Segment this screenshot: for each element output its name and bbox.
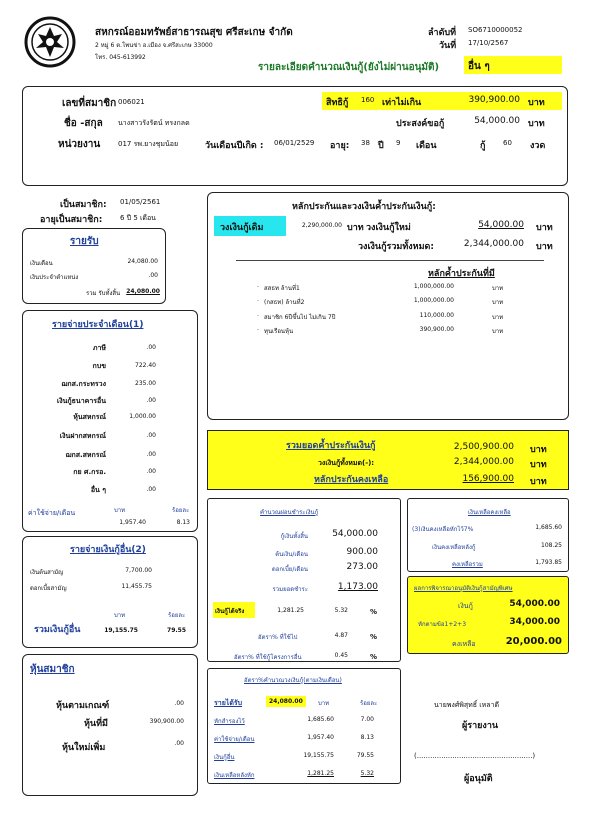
report-title: รายละเอียดคำนวณเงินกู้(ยังไม่ผ่านอนุมัติ) — [258, 62, 440, 73]
salary-baht-header: บาท — [318, 700, 330, 707]
installment-row-label: ดอกเบี้ย/เดือน — [271, 566, 308, 573]
approval-title: ผลการพิจารณาอนุมัติเงินกู้สามัญพิเศษ — [414, 585, 513, 592]
rate-other-pct-sign: % — [370, 653, 378, 661]
other-loan-baht-header: บาท — [114, 612, 126, 619]
rate-used-pct-sign: % — [370, 633, 378, 641]
salary-pct-row-value: 19,155.75 — [303, 752, 334, 759]
approval-deduct-value: 34,000.00 — [509, 617, 560, 627]
collateral-item-label: (กสธท) ล้านที่2 — [264, 299, 305, 306]
reporter-name: นายพงศ์พิสุทธิ์ เหลาดี — [434, 701, 500, 709]
income-row-value: 24,080.00 — [127, 258, 158, 265]
approval-left-label: คงเหลือ — [452, 640, 476, 648]
approval-loan-label: เงินกู้ — [458, 602, 473, 610]
tenure-label: อายุเป็นสมาชิก: — [40, 215, 103, 225]
shares-title: หุ้นสมาชิก — [30, 664, 75, 675]
salary-pct-row-pct: 7.00 — [360, 716, 374, 723]
guarantee-total-label: รวมยอดค้ำประกันเงินกู้ — [286, 441, 376, 451]
old-loan-value: 2,290,000.00 — [301, 222, 342, 229]
other-loan-row-label: ดอกเบี้ยสามัญ — [30, 585, 67, 592]
approval-left-value: 20,000.00 — [505, 636, 562, 647]
collateral-item-label: สมาชิก 6ปีขึ้นไป ไม่เกิน 7ปี — [264, 314, 336, 321]
org-address: 2 หมู่ 6 ต.โพนข่า อ.เมือง จ.ศรีสะเกษ 33000 — [95, 42, 213, 49]
all-loan-unit: บาท — [530, 460, 547, 470]
new-loan-label: วงเงินกู้ใหม่ — [366, 223, 411, 233]
monthly-expense-value: .00 — [146, 486, 156, 493]
member-name-label: ชื่อ -สกุล — [64, 118, 103, 129]
shares-row-value: .00 — [174, 740, 184, 747]
monthly-total-value: 1,957.40 — [119, 519, 146, 526]
purpose-unit: บาท — [528, 119, 545, 129]
bullet-icon: · — [257, 313, 259, 320]
age-years: 38 — [361, 139, 370, 147]
age-month-unit: เดือน — [416, 141, 437, 151]
purpose-value: 54,000.00 — [474, 116, 520, 126]
guarantee-total-value: 2,500,900.00 — [453, 442, 514, 452]
old-loan-unit: บาท — [347, 223, 364, 233]
monthly-expense-label: ฌกส.สหกรณ์ — [65, 451, 106, 459]
rate-other-label: อัตรา% ที่ใช้กู้โครงการอื่น — [234, 654, 302, 661]
real-loan-label: เงินกู้ได้จริง — [213, 602, 255, 618]
monthly-expense-value: .00 — [146, 468, 156, 475]
shares-row-label: หุ้นที่มี — [84, 719, 108, 729]
salary-pct-row-pct: 5.32 — [360, 770, 374, 777]
monthly-expense-value: .00 — [146, 344, 156, 351]
member-since-label: เป็นสมาชิก: — [60, 200, 107, 210]
monthly-expense-label: เงินกู้ธนาคารอื่น — [56, 397, 106, 405]
collateral-item-value: 110,000.00 — [419, 312, 454, 319]
salary-pct-row-label: ค่าใช้จ่าย/เดือน — [214, 736, 255, 743]
loan-max-label: เท่าไม่เกิน — [382, 98, 422, 108]
other-loan-title: รายจ่ายเงินกู้อื่น(2) — [70, 545, 146, 555]
collateral-item-value: 390,900.00 — [419, 326, 454, 333]
collateral-item-label: ทุนเรือนหุ้น — [264, 328, 294, 335]
shares-row-value: 390,900.00 — [149, 718, 184, 725]
salary-income-value: 24,080.00 — [266, 696, 306, 707]
org-name: สหกรณ์ออมทรัพย์สาธารณสุข ศรีสะเกษ จำกัด — [95, 27, 293, 38]
salary-pct-row-value: 1,957.40 — [307, 734, 334, 741]
purpose-label: ประสงค์ขอกู้ — [396, 119, 445, 129]
age-months: 9 — [396, 139, 401, 147]
loan-max-value: 390,900.00 — [468, 95, 520, 105]
installment-row-label: รวมยอดชำระ — [272, 586, 308, 593]
installment-row-value: 54,000.00 — [332, 529, 378, 539]
installment-row-value: 900.00 — [346, 547, 378, 557]
monthly-expense-label: ภาษี — [92, 344, 106, 352]
guarantee-divider — [236, 260, 544, 261]
total-loan-value: 2,344,000.00 — [463, 239, 524, 249]
real-loan-pct: 5.32 — [334, 607, 348, 614]
salary-pct-row-pct: 8.13 — [360, 734, 374, 741]
collateral-list-title: หลักค้ำประกันที่มี — [428, 269, 495, 279]
org-logo — [24, 16, 76, 68]
monthly-expense-label: อื่น ๆ — [90, 486, 106, 494]
bullet-icon: · — [257, 327, 259, 334]
shares-row-value: .00 — [174, 700, 184, 707]
salary-pct-row-label: เงินกู้อื่น — [214, 754, 235, 761]
collateral-item-value: 1,000,000.00 — [413, 297, 454, 304]
installment-row-label: ต้นเงิน/เดือน — [275, 551, 308, 558]
date-value: 17/10/2567 — [468, 39, 509, 47]
tenure-value: 6 ปี 5 เดือน — [120, 214, 156, 222]
collateral-remain-unit: บาท — [530, 477, 547, 487]
monthly-pct-header: ร้อยละ — [172, 507, 190, 514]
remaining-row-label: เงินคงเหลือหลังกู้ — [432, 544, 476, 551]
loan-right-highlight — [322, 92, 562, 110]
periods-unit: งวด — [530, 141, 546, 151]
monthly-total-pct: 8.13 — [176, 519, 190, 526]
monthly-expense-title: รายจ่ายประจำเดือน(1) — [52, 320, 144, 330]
bullet-icon: · — [257, 298, 259, 305]
new-loan-value: 54,000.00 — [478, 220, 524, 230]
total-loan-unit: บาท — [536, 242, 553, 252]
rate-other-value: 0.45 — [334, 652, 348, 659]
income-total-label: รวม รับทั้งสิ้น — [86, 290, 121, 297]
monthly-expense-label: กย ศ.กรอ. — [73, 468, 106, 476]
periods-value: 60 — [503, 139, 512, 147]
approval-loan-value: 54,000.00 — [509, 599, 560, 609]
monthly-expense-value: 235.00 — [135, 380, 156, 387]
approval-deduct-label: หักตามข้อ1+2+3 — [418, 621, 467, 628]
reporter-label: ผู้รายงาน — [462, 721, 499, 731]
all-loan-value: 2,344,000.00 — [453, 457, 514, 467]
remaining-row-value: 1,685.60 — [535, 524, 562, 531]
income-row-label: เงินเดือน — [30, 260, 53, 267]
seq-value: SO6710000052 — [468, 26, 523, 34]
monthly-expense-label: เงินฝากสหกรณ์ — [59, 432, 106, 440]
salary-pct-panel — [207, 668, 401, 784]
remaining-row-label: คงเหลือรวม — [452, 561, 483, 568]
shares-row-label: หุ้นใหม่เพิ่ม — [62, 743, 106, 753]
loan-right-num: 160 — [361, 96, 375, 104]
income-total-value: 24,080.00 — [126, 288, 160, 295]
shares-row-label: หุ้นตามเกณฑ์ — [56, 701, 110, 711]
collateral-item-value: 1,000,000.00 — [413, 283, 454, 290]
salary-pct-row-label: เงินเหลือหลังหัก — [214, 772, 255, 779]
salary-income-label: รายได้รับ — [214, 699, 243, 707]
member-id-label: เลขที่สมาชิก — [62, 98, 117, 109]
collateral-item-label: สสธท ล้านที่1 — [264, 285, 300, 292]
real-loan-value: 1,281.25 — [277, 607, 304, 614]
all-loan-label: วงเงินกู้ทั้งหมด(-): — [318, 459, 375, 467]
other-loan-total-label: รวมเงินกู้อื่น — [34, 625, 81, 635]
rate-used-value: 4.87 — [334, 632, 348, 639]
collateral-remain-label: หลักประกันคงเหลือ — [314, 475, 389, 485]
remaining-row-label: (3)เงินคงเหลือหักไว้7% — [412, 526, 474, 533]
birth-value: 06/01/2529 — [274, 139, 315, 147]
loan-max-unit: บาท — [528, 98, 545, 108]
collateral-item-unit: บาท — [492, 328, 504, 335]
member-id-value: 006021 — [118, 98, 145, 106]
remaining-row-value: 108.25 — [541, 542, 562, 549]
seq-label: ลำดับที่ — [428, 28, 457, 38]
other-loan-pct-header: ร้อยละ — [168, 612, 186, 619]
real-loan-pct-sign: % — [370, 608, 378, 616]
collateral-remain-value: 156,900.00 — [462, 474, 514, 484]
new-loan-unit: บาท — [536, 223, 553, 233]
monthly-expense-label: หุ้นสหกรณ์ — [73, 413, 106, 421]
salary-pct-row-value: 1,685.60 — [307, 716, 334, 723]
salary-pct-title: อัตรา%คำนวณวงเงินกู้(ตามเงินเดือน) — [244, 677, 342, 684]
monthly-expense-label: ฌกส.กระทรวง — [61, 380, 106, 388]
loan-type-badge: อื่น ๆ — [464, 56, 562, 74]
member-since-value: 01/05/2561 — [120, 198, 161, 206]
other-loan-total-pct: 79.55 — [167, 627, 186, 634]
salary-pct-header: ร้อยละ — [360, 700, 378, 707]
org-phone: โทร. 045-613992 — [95, 54, 146, 61]
collateral-item-unit: บาท — [492, 299, 504, 306]
installment-row-value: 273.00 — [346, 562, 378, 572]
collateral-item-unit: บาท — [492, 285, 504, 292]
other-loan-row-value: 7,700.00 — [125, 567, 152, 574]
member-unit-value: 017 รพ.ยางชุมน้อย — [118, 140, 179, 148]
bullet-icon: · — [257, 284, 259, 291]
rate-used-label: อัตรา% ที่ใช้ไป — [258, 634, 298, 641]
monthly-total-label: ค่าใช้จ่าย/เดือน — [28, 509, 76, 517]
monthly-expense-value: .00 — [146, 397, 156, 404]
income-row-value: .00 — [148, 272, 158, 279]
monthly-expense-value: 1,000.00 — [129, 413, 156, 420]
monthly-expense-value: .00 — [146, 432, 156, 439]
other-loan-total-value: 19,155.75 — [104, 627, 138, 634]
installment-row-label: กู้เงินทั้งสิ้น — [280, 533, 308, 540]
approver-signature-line: (....................................................) — [414, 752, 536, 760]
remaining-title: เงินเหลือคงเหลือ — [468, 509, 511, 516]
monthly-baht-header: บาท — [114, 507, 126, 514]
old-loan-label: วงเงินกู้เดิม — [214, 216, 286, 236]
salary-pct-row-label: หักสำรองไว้ — [214, 718, 245, 725]
other-loan-row-value: 11,455.75 — [121, 583, 152, 590]
monthly-expense-value: 722.40 — [135, 362, 156, 369]
member-unit-label: หน่วยงาน — [58, 139, 101, 150]
total-loan-label: วงเงินกู้รวมทั้งหมด: — [358, 242, 434, 252]
guarantee-total-unit: บาท — [530, 445, 547, 455]
age-year-unit: ปี — [378, 141, 384, 151]
collateral-item-unit: บาท — [492, 314, 504, 321]
monthly-expense-value: .00 — [146, 451, 156, 458]
other-loan-row-label: เงินต้นสามัญ — [30, 569, 64, 576]
installment-row-value: 1,173.00 — [337, 582, 378, 592]
loan-right-label: สิทธิกู้ — [326, 98, 349, 108]
income-title: รายรับ — [70, 236, 99, 247]
approver-label: ผู้อนุมัติ — [464, 774, 493, 784]
birth-label: วันเดือนปีเกิด : — [205, 141, 264, 151]
member-name-value: นางสาวรังรัตน์ ทรงกลด — [118, 119, 190, 127]
monthly-expense-label: กบข — [92, 362, 106, 370]
guarantee-title: หลักประกันและวงเงินค้ำประกันเงินกู้: — [292, 202, 436, 212]
remaining-row-value: 1,793.85 — [535, 559, 562, 566]
installment-calc-title: คำนวณผ่อนชำระเงินกู้ — [260, 509, 319, 516]
age-label: อายุ: — [330, 141, 350, 151]
date-label: วันที่ — [439, 41, 457, 51]
salary-pct-row-pct: 79.55 — [356, 752, 374, 759]
income-row-label: เงินประจำตำแหน่ง — [30, 274, 79, 281]
periods-label: กู้ — [480, 141, 486, 151]
salary-pct-row-value: 1,281.25 — [307, 770, 334, 777]
